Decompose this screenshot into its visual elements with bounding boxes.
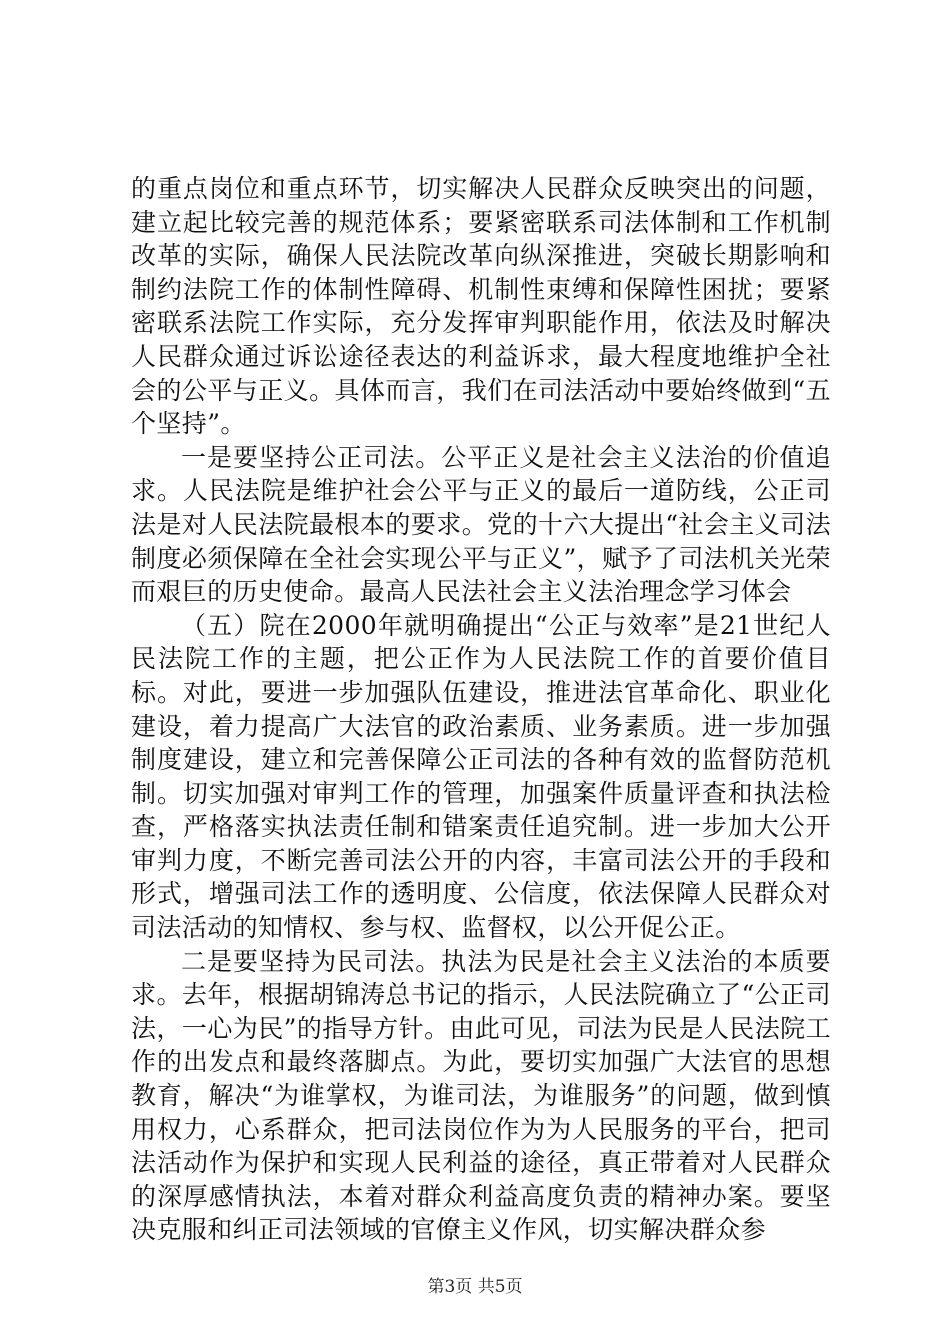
paragraph-fair-justice: 一是要坚持公正司法。公平正义是社会主义法治的价值追求。人民法院是维护社会公平与正义的最后一道防线，公正司法是对人民法院最根本的要求。党的十六大提出“社会主义司法制度必须保障在全社会实现公平与正义”，赋予了司法机关光荣而艰巨的历史使命。最高人民法社会主义法治理念学习体会 <box>131 442 831 607</box>
paragraph-justice-for-people: 二是要坚持为民司法。执法为民是社会主义法治的本质要求。去年，根据胡锦涛总书记的指示，人民法院确立了“公正司法，一心为民”的指导方针。由此可见，司法为民是人民法院工作的出发点和最终落脚点。为此，要切实加强广大法官的思想教育，解决“为谁掌权，为谁司法，为谁服务”的问题，做到慎用权力，心系群众，把司法岗位作为为人民服务的平台，把司法活动作为保护和实现人民利益的途径，真正带着对人民群众的深厚感情执法，本着对群众利益高度负责的精神办案。要坚决克服和纠正司法领域的官僚主义作风，切实解决群众参 <box>131 946 831 1245</box>
page-footer <box>0 1272 950 1297</box>
document-body <box>131 172 831 1247</box>
paragraph-intro: 的重点岗位和重点环节，切实解决人民群众反映突出的问题，建立起比较完善的规范体系；要紧密联系司法体制和工作机制改革的实际，确保人民法院改革向纵深推进，突破长期影响和制约法院工作的体制性障碍、机制性束缚和保障性困扰；要紧密联系法院工作实际，充分发挥审判职能作用，依法及时解决人民群众通过诉讼途径表达的利益诉求，最大程度地维护全社会的公平与正义。具体而言，我们在司法活动中要始终做到“五个坚持”。 <box>131 174 831 439</box>
page-number: 第3页 共5页 <box>427 1277 523 1297</box>
paragraph-five: （五）院在2000年就明确提出“公正与效率”是21世纪人民法院工作的主题，把公正作为人民法院工作的首要价值目标。对此，要进一步加强队伍建设，推进法官革命化、职业化建设，着力提高广大法官的政治素质、业务素质。进一步加强制度建设，建立和完善保障公正司法的各种有效的监督防范机制。切实加强对审判工作的管理，加强案件质量评查和执法检查，严格落实执法责任制和错案责任追究制。进一步加大公开审判力度，不断完善司法公开的内容，丰富司法公开的手段和形式，增强司法工作的透明度、公信度，依法保障人民群众对司法活动的知情权、参与权、监督权，以公开促公正。 <box>131 610 831 943</box>
